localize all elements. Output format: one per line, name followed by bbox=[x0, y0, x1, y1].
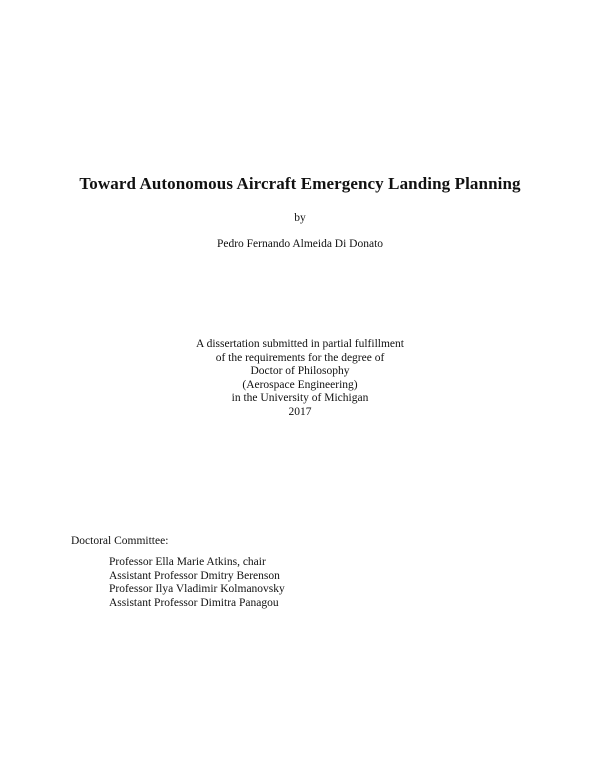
degree-statement bbox=[0, 338, 600, 420]
statement-line: in the University of Michigan bbox=[231, 392, 369, 405]
committee-member: Professor Ella Marie Atkins, chair bbox=[109, 556, 266, 568]
committee-list bbox=[109, 556, 285, 610]
author-name: Pedro Fernando Almeida Di Donato bbox=[216, 238, 384, 250]
page-title: Toward Autonomous Aircraft Emergency Landing Planning bbox=[79, 174, 521, 193]
statement-year: 2017 bbox=[288, 405, 312, 418]
statement-line: (Aerospace Engineering) bbox=[242, 378, 358, 391]
statement-line: Doctor of Philosophy bbox=[250, 365, 350, 378]
statement-line: of the requirements for the degree of bbox=[215, 351, 385, 364]
committee-member: Professor Ilya Vladimir Kolmanovsky bbox=[109, 583, 285, 596]
statement-line: A dissertation submitted in partial fulfillment bbox=[196, 338, 404, 350]
committee-heading: Doctoral Committee: bbox=[71, 535, 169, 547]
by-line: by bbox=[294, 212, 306, 224]
committee-member: Assistant Professor Dimitra Panagou bbox=[109, 596, 279, 609]
committee-member: Assistant Professor Dmitry Berenson bbox=[109, 569, 280, 582]
